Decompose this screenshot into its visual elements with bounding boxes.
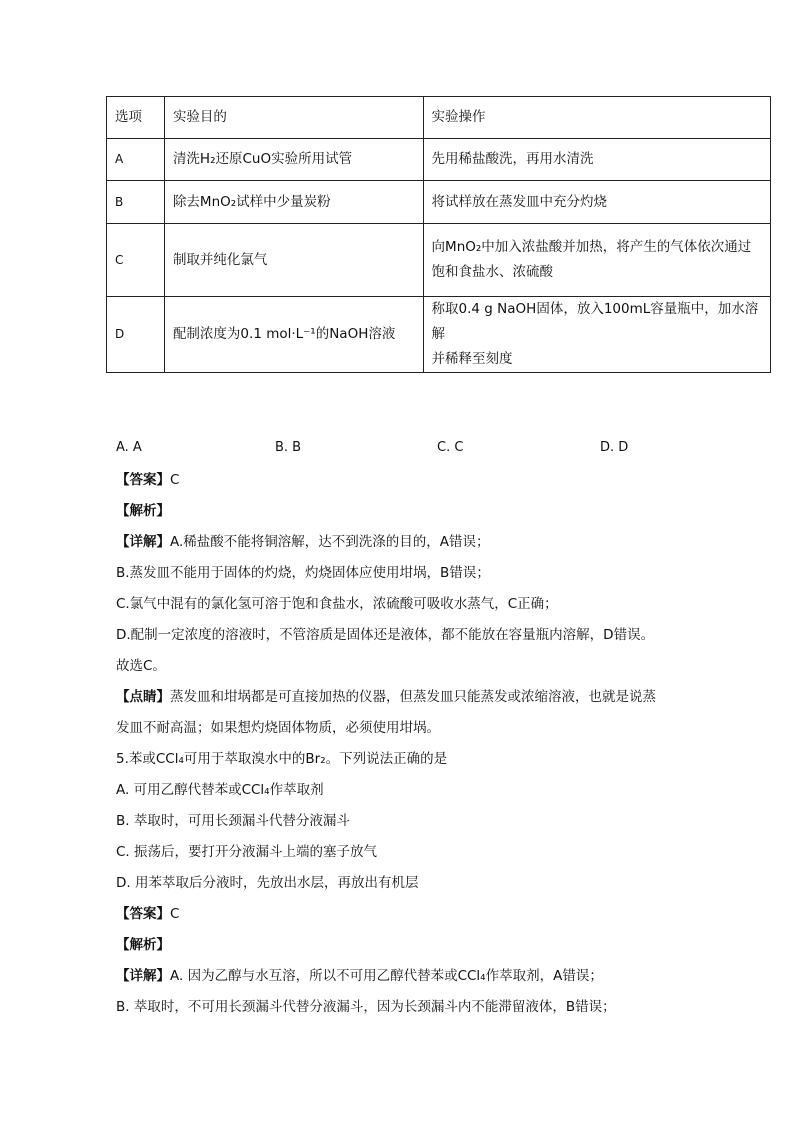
q4-detail-line: B.蒸发皿不能用于固体的灼烧，灼烧固体应使用坩埚，B错误；: [116, 565, 490, 581]
header-option: 选项: [107, 97, 165, 139]
q4-conclusion: 故选C。: [116, 658, 166, 674]
q4-detail-line: [116, 532, 776, 563]
table-row: [107, 139, 771, 181]
q4-point-line: 发皿不耐高温；如果想灼烧固体物质，必须使用坩埚。: [116, 720, 440, 736]
row-operation: [423, 224, 770, 297]
q5-option-a: A. 可用乙醇代替苯或CCl₄作萃取剂: [116, 782, 324, 798]
operation-line: 饱和食盐水、浓硫酸: [431, 264, 554, 280]
q4-analysis-tag: 【解析】: [116, 503, 170, 519]
q4-detail-line: C.氯气中混有的氯化氢可溶于饱和食盐水，浓硫酸可吸收水蒸气，C正确；: [116, 596, 558, 612]
q5-analysis-tag: 【解析】: [116, 937, 170, 953]
row-operation: [423, 181, 770, 224]
table-row: [107, 224, 771, 297]
choice-a: A. A: [116, 440, 142, 455]
choice-d: D. D: [600, 440, 629, 455]
answer-value: C: [170, 906, 180, 922]
point-text: 蒸发皿和坩埚都是可直接加热的仪器，但蒸发皿只能蒸发或浓缩溶液，也就是说蒸: [170, 689, 656, 705]
table-row: [107, 181, 771, 224]
row-purpose: 配制浓度为0.1 mol·L⁻¹的NaOH溶液: [164, 297, 423, 373]
experiment-table: [106, 96, 771, 373]
q5-detail-line: [116, 966, 776, 997]
answer-tag: 【答案】: [116, 906, 170, 922]
row-option: B: [107, 181, 165, 224]
row-option: A: [107, 139, 165, 181]
q4-point-line: [116, 687, 776, 718]
row-purpose: 清洗H₂还原CuO实验所用试管: [164, 139, 423, 181]
q5-answer-line: [116, 904, 776, 935]
choice-b: B. B: [275, 440, 302, 455]
header-purpose: 实验目的: [164, 97, 423, 139]
detail-text: A. 因为乙醇与水互溶，所以不可用乙醇代替苯或CCl₄作萃取剂，A错误；: [170, 968, 603, 984]
operation-line: 向MnO₂中加入浓盐酸并加热，将产生的气体依次通过: [431, 239, 752, 255]
detail-text: A.稀盐酸不能将铜溶解，达不到洗涤的目的，A错误；: [170, 534, 490, 550]
q4-choices: [116, 440, 776, 460]
row-purpose: 除去MnO₂试样中少量炭粉: [164, 181, 423, 224]
table-row: [107, 297, 771, 373]
operation-line: 先用稀盐酸洗，再用水清洗: [431, 151, 594, 167]
q5-option-b: B. 萃取时，可用长颈漏斗代替分液漏斗: [116, 813, 350, 829]
answer-value: C: [170, 472, 180, 488]
row-operation: [423, 139, 770, 181]
operation-line: 将试样放在蒸发皿中充分灼烧: [431, 193, 608, 210]
q4-detail-line: D.配制一定浓度的溶液时，不管溶质是固体还是液体，都不能放在容量瓶内溶解，D错误。: [116, 627, 655, 643]
detail-tag: 【详解】: [116, 534, 170, 550]
q5-stem: 5.苯或CCl₄可用于萃取溴水中的Br₂。下列说法正确的是: [116, 751, 448, 767]
q4-answer-line: [116, 470, 776, 501]
row-option: D: [107, 297, 165, 373]
q5-option-c: C. 振荡后，要打开分液漏斗上端的塞子放气: [116, 844, 378, 860]
detail-tag: 【详解】: [116, 968, 170, 984]
answer-tag: 【答案】: [116, 472, 170, 488]
choice-c: C. C: [437, 440, 464, 455]
q5-detail-line: B. 萃取时，不可用长颈漏斗代替分液漏斗，因为长颈漏斗内不能滞留液体，B错误；: [116, 999, 616, 1015]
header-operation: 实验操作: [423, 97, 770, 139]
solution-text: [116, 470, 776, 1028]
row-purpose: 制取并纯化氯气: [164, 224, 423, 297]
operation-line: 称取0.4 g NaOH固体，放入100mL容量瓶中，加水溶解: [431, 301, 759, 342]
table-header-row: [107, 97, 771, 139]
q5-option-d: D. 用苯萃取后分液时，先放出水层，再放出有机层: [116, 875, 419, 891]
point-tag: 【点睛】: [116, 689, 170, 705]
operation-line: 并稀释至刻度: [431, 351, 513, 367]
row-operation: [423, 297, 770, 373]
row-option: C: [107, 224, 165, 297]
